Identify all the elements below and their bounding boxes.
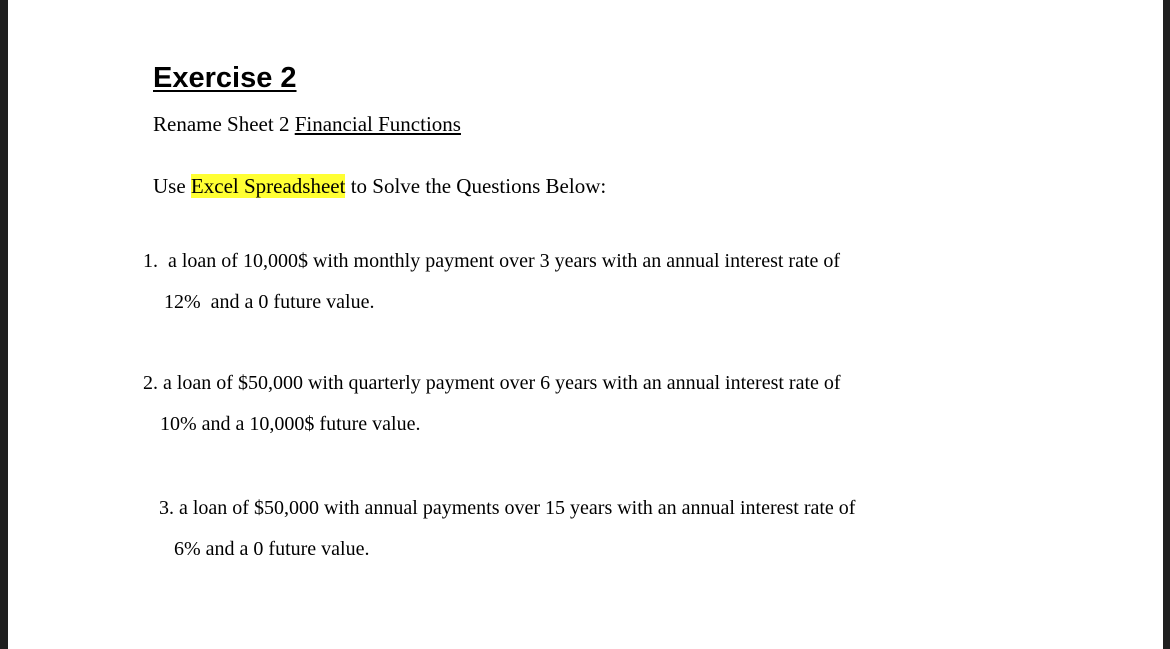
question-2-line-1: 2. a loan of $50,000 with quarterly payment over 6 years with an annual interest rate of: [143, 372, 841, 394]
question-1-line-1: 1. a loan of 10,000$ with monthly payment over 3 years with an annual interest rate of: [143, 250, 841, 272]
rename-line: [153, 112, 461, 137]
left-border: [0, 0, 8, 649]
instruction-before: Use: [153, 174, 191, 198]
highlighted-text: Excel Spreadsheet: [190, 174, 346, 198]
instruction-after: to Solve the Questions Below:: [345, 174, 607, 198]
sheet-name: Financial Functions: [294, 112, 461, 136]
question-1-line-2: 12% and a 0 future value.: [164, 291, 375, 313]
exercise-title: Exercise 2: [153, 62, 297, 94]
instruction-line: [153, 174, 606, 199]
question-3-line-2: 6% and a 0 future value.: [174, 538, 370, 560]
question-3-line-1: 3. a loan of $50,000 with annual payments over 15 years with an annual interest rate of: [159, 497, 856, 519]
right-border: [1163, 0, 1170, 649]
rename-prefix: Rename Sheet 2: [153, 112, 295, 136]
question-2-line-2: 10% and a 10,000$ future value.: [160, 413, 421, 435]
